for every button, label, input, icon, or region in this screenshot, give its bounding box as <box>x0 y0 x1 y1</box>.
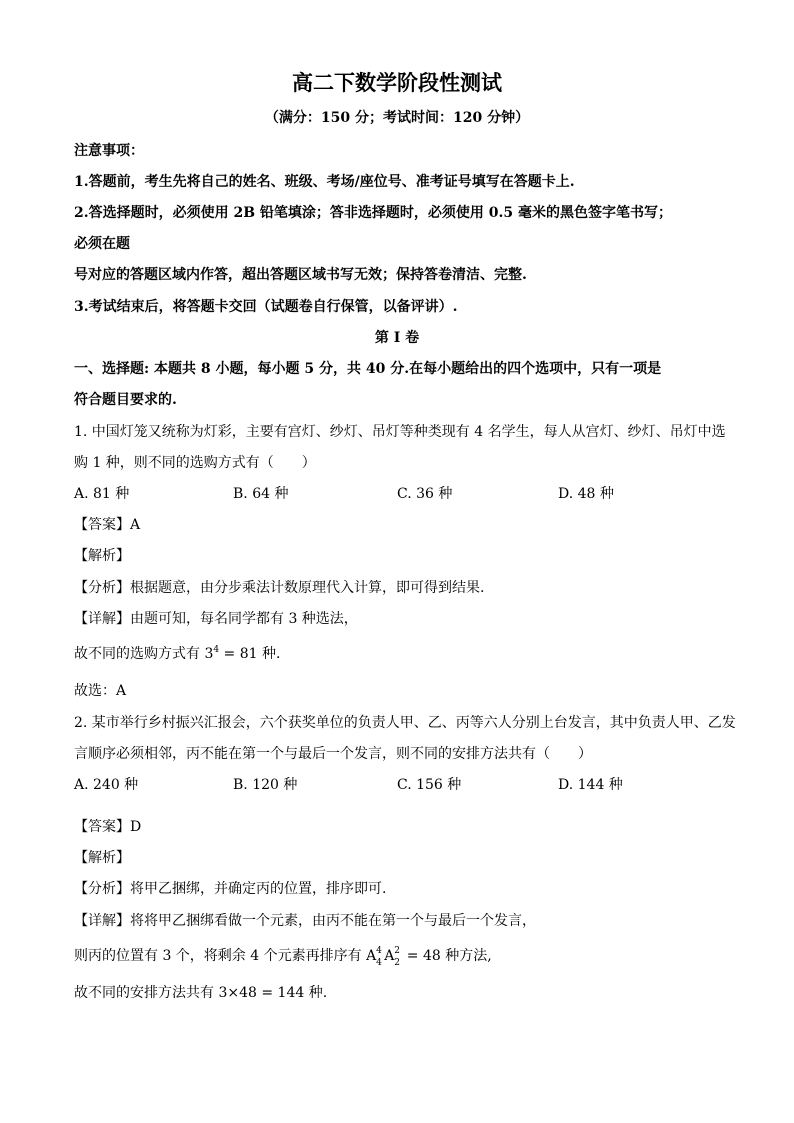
analysis-label: 【解析】 <box>74 850 130 866</box>
detail-text: 【详解】将将甲乙捆绑看做一个元素，由丙不能在第一个与最后一个发言， <box>74 913 536 929</box>
option-a: A. 81 种 <box>74 486 130 502</box>
analysis-label: 【解析】 <box>74 548 130 564</box>
perm-sup: 2 <box>394 946 400 956</box>
question-stem: 言顺序必须相邻，丙不能在第一个与最后一个发言，则不同的安排方法共有（ ） <box>74 746 592 762</box>
notice-item: 号对应的答题区域内作答，超出答题区域书写无效；保持答卷清洁、完整. <box>74 267 527 283</box>
exam-info: （满分：150 分；考试时间：120 分钟） <box>264 110 530 126</box>
option-c: C. 156 种 <box>397 777 462 793</box>
fenxi-text: 【分析】将甲乙捆绑，并确定丙的位置，排序即可. <box>74 881 387 897</box>
permutation-a <box>366 946 384 968</box>
option-d: D. 48 种 <box>558 486 614 502</box>
notice-item: 2.答选择题时，必须使用 2B 铅笔填涂；答非选择题时，必须使用 0.5 毫米的黑色签字笔书写； <box>74 205 673 221</box>
perm-symbol: A <box>366 948 377 964</box>
exponent: 4 <box>213 645 220 655</box>
section-heading: 一、选择题: 本题共 8 小题，每小题 5 分，共 40 分.在每小题给出的四个选项中，只有一项是 <box>74 361 662 377</box>
volume-heading: 第 I 卷 <box>374 330 420 346</box>
option-b: B. 64 种 <box>233 486 289 502</box>
notice-item: 1.答题前，考生先将自己的姓名、班级、考场/座位号、准考证号填写在答题卡上. <box>74 174 575 190</box>
perm-sub: 2 <box>394 958 400 968</box>
page-title: 高二下数学阶段性测试 <box>292 70 502 95</box>
notice-item: 必须在题 <box>74 236 130 252</box>
option-a: A. 240 种 <box>74 777 139 793</box>
question-stem: 2. 某市举行乡村振兴汇报会，六个获奖单位的负责人甲、乙、丙等六人分别上台发言，其中负责人甲、乙发 <box>74 715 736 731</box>
conclusion: 故选：A <box>74 683 127 699</box>
detail-formula <box>74 645 280 663</box>
formula-text: 故不同的选购方式有 3 <box>74 646 214 662</box>
detail-text: 故不同的安排方法共有 3×48 = 144 种. <box>74 985 328 1001</box>
formula-text: = 81 种. <box>219 646 281 662</box>
notice-heading: 注意事项： <box>74 143 144 159</box>
section-heading-cont: 符合题目要求的. <box>74 392 177 408</box>
option-c: C. 36 种 <box>397 486 453 502</box>
question-stem: 1. 中国灯笼又统称为灯彩，主要有宫灯、纱灯、吊灯等种类现有 4 名学生，每人从宫灯、纱灯、吊灯中选 <box>74 424 726 440</box>
option-d: D. 144 种 <box>558 777 623 793</box>
answer-label: 【答案】A <box>74 517 141 533</box>
perm-symbol: A <box>384 948 395 964</box>
fenxi-text: 【分析】根据题意，由分步乘法计数原理代入计算，即可得到结果. <box>74 580 485 596</box>
detail-formula <box>74 946 492 968</box>
answer-label: 【答案】D <box>74 819 142 835</box>
option-b: B. 120 种 <box>233 777 298 793</box>
notice-item: 3.考试结束后，将答题卡交回（试题卷自行保管，以备评讲）. <box>74 299 458 315</box>
perm-sup: 4 <box>376 946 382 956</box>
formula-text: 则丙的位置有 3 个，将剩余 4 个元素再排序有 <box>74 948 367 964</box>
detail-text: 【详解】由题可知，每名同学都有 3 种选法， <box>74 611 358 627</box>
formula-text: = 48 种方法, <box>402 948 492 964</box>
question-stem: 购 1 种，则不同的选购方式有（ ） <box>74 455 316 471</box>
permutation-b <box>384 946 402 968</box>
perm-sub: 4 <box>376 958 382 968</box>
